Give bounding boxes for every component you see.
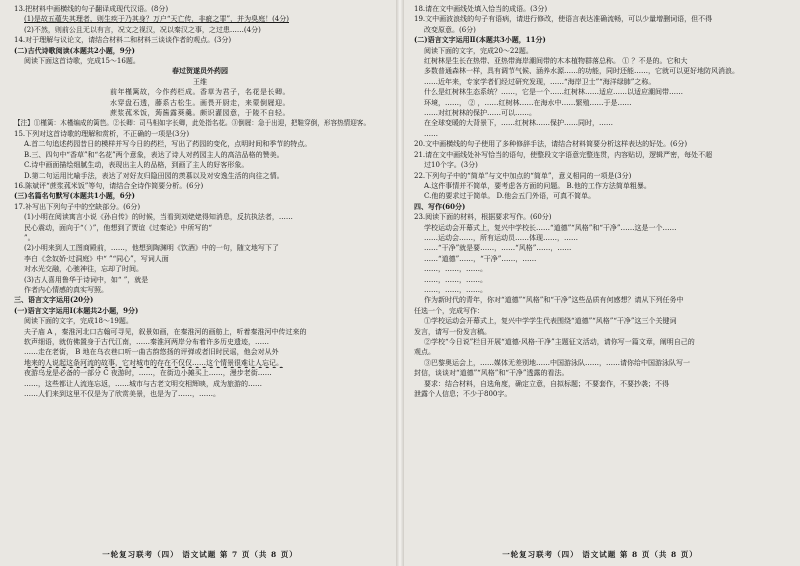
left-line: 夜游乌龙是必备的一部分 C 夜游时，……，在街边小摊买上……，漫步老街…… [24,369,272,378]
page-right [400,0,800,566]
left-line: 蔗浆菰米饭，蒟酱露葵羹。颇识灌园意，于陵不自轻。 [110,109,290,118]
left-line: (一)语言文字运用Ⅰ(本题共2小题，9分) [14,305,139,315]
right-line: 红树林是生长在热带、亚热带海岸潮间带的木本植物群落总称。 ① ？不是的。它和大 [424,57,688,66]
right-line: ……运动会……，所有运动员……体现……，…… [424,233,578,242]
right-text-column [414,4,786,399]
left-line: C.诗中画面描绘细腻生动，表现出主人的品格，到画了主人的好客形象。 [24,161,249,170]
right-line: ……近年来，专家学者们经过研究发现，……“海岸卫士”“海洋绿肺”之称。 [424,77,656,86]
right-line: 四、写作(60分) [414,201,466,211]
right-line: ②学校“今日说”栏目开展“道德·风格·干净”主题征文活动，请你写一篇文章，阐明自己的 [424,338,695,346]
left-line: 水穿盘石透，藤系古松生。画畏开厨走，来蒙倒屣迎。 [110,98,290,107]
left-line: 14.对于理解与议论文，请结合材料二和材料三谈谈作者的观点。(3分) [14,36,232,45]
left-line: 春过贺遂员外药园 [172,66,228,76]
right-line: A.这件事情并不简单，要考虑各方面的问题。 B.他的工作方法简单粗暴。 [424,181,651,190]
left-line: 【注】①槿篱：木槿编成的篱笆。②长卿：司马相如字长卿，此处指名花。③倒屣：急于出迎，把鞋穿倒，形容热情迎客。 [14,119,371,128]
left-line: D.第二句运用比喻手法，表达了对好友归隐田园的羡慕以及对安逸生活的向往之情。 [24,171,284,180]
left-line: ……走在老街， B 地在乌衣巷口听一曲古韵悠扬的评弹或者旧时民谣，他会对从外 [24,348,279,357]
left-line: 阅读下面这首诗歌，完成15～16题。 [24,57,140,66]
right-line: 21.请在文中画线处补写恰当的语句，使整段文字语意完整连贯，内容贴切，逻辑严密，每处不超 [414,150,713,159]
right-line: 过10个字。(3分) [424,161,478,170]
left-line: 王维 [193,77,207,86]
right-line: ……，……，……。 [424,265,487,274]
left-line: (二)古代诗歌阅读(本题共2小题，9分) [14,45,135,55]
right-line: 多数普通森林一样，具有调节气候、涵养水源……的功能，同时还能……，它就可以更好地防风消浪。 [424,67,739,76]
left-line: 前年槿篱故，今作药栏成。香草为君子，名花是长卿。 [110,88,290,97]
right-line: ③巴黎奥运会上，……媒体无差别地……中国游泳队……，……请你给中国游泳队写一 [424,358,690,367]
right-line: ……“道德”……，“干净”……，…… [424,254,537,263]
right-line: 在全球变暖的大背景下，……红树林……保护……同时，…… [424,119,613,128]
right-line: 泄露个人信息；不少于800字。 [414,390,512,399]
right-line: 观点。 [414,348,435,357]
left-text-column [14,4,386,399]
right-line: (二)语言文字运用Ⅱ(本题共3小题，11分) [414,35,546,45]
right-line: 要求：结合材料，自选角度，确定立意，自拟标题；不要套作，不要抄袭；不得 [424,379,669,388]
page-footer-left: 一轮复习联考（四） 语文试题 第 7 页（共 8 页） [102,549,298,559]
right-line: 什么是红树林生态系统？……，它是一个……红树林……适应……以适应潮间带…… [424,88,683,97]
left-line: B.三、四句中“香草”和“名花”两个意象，表达了诗人对药园主人的高洁品格的赞美。 [24,150,284,159]
right-line: 22.下列句子中的“简单”与文中加点的“简单”，意义相同的一项是(3分) [414,171,632,180]
left-line: (2)小明来到人工图商殿前，……，他想到陶渊明《饮酒》中的一句，随文地写下了 [24,244,279,253]
left-line: 地来的人说起这条河流的故事，它对城市的存在不仅仅……这个情景很难让人忘记。 [24,358,283,367]
left-line: 17.补写出下列句子中的空缺部分。(6分) [14,202,141,211]
left-line: 软声细语，就仿佛置身于古代江南，……秦淮河两岸分布着许多历史遗迹，…… [24,338,269,346]
left-line: 对水光交融，心驰神往，忘却了时间。 [24,265,143,274]
left-line: ”。 [24,233,35,242]
right-line: ……“干净”就是要……，……“风格”……，…… [424,244,572,253]
left-line: (1)是故五蕴失其理者，则生疾于乃其身？万户“天亡传，非疵之罪”，并为臭庭！(4分) [24,15,289,24]
left-line: ……，这些都让人流连忘返，……城市与古老文明交相辉映，成为旅游的…… [24,379,262,388]
left-line: 三、语言文字运用(20分) [14,295,94,305]
right-line: 18.请在文中画线处填入恰当的成语。(3分) [414,5,548,13]
right-line: 改变原意。(6分) [424,25,476,34]
left-line: 15.下列对这首诗歌的理解和赏析，不正确的一项是(3分) [14,129,190,138]
left-line: ……人们来到这里不仅是为了欣赏美景，也是为了……，……。 [24,390,220,399]
left-line: (3)古人喜用鲁华于诗词中，如“ ”，就是 [24,275,149,284]
left-line: 民心震动，面向于“（ ）”，他想到了贾谊《过秦论》中所写的“ [24,223,212,232]
left-line: A.首二句追述药园昔日的模样并写今日的药栏，写出了药园的变化，点明时间和季节的特点。 [24,140,312,149]
right-line: 封信，谈谈对“道德”“风格”和“干净”透露的看法。 [414,369,569,378]
left-line: (三)名篇名句默写(本题共1小题，6分) [14,191,135,201]
left-line: (2)不然，则前公且无以有言，况文之视汉，况以秦汉之事，之过患……(4分) [24,25,261,34]
left-line: 夫子庙 A ，秦淮河北口古翰可寻见，叙景如画，在秦淮河的画舫上，听着秦淮河中传过来的 [24,327,307,336]
right-line: ……，……，……。 [424,285,487,294]
right-line: 任选一个，完成写作： [414,306,484,315]
right-line: ①学校运动会开幕式上，复兴中学学生代表围绕“道德”“风格”“干净”这三个关键词 [424,317,677,326]
right-line: …… [424,129,438,138]
right-line: 阅读下面的文字，完成20～22题。 [424,46,533,55]
right-line: 作为新时代的青年，你对“道德”“风格”和“干净”这些品质有何感想？请从下列任务中 [424,296,684,305]
right-line: 发言，请写一份发言稿。 [414,327,491,336]
right-line: 学校运动会开幕式上，复兴中学校长……“道德”“风格”和“干净”……这是一个…… [424,223,677,232]
right-line: ……对红树林的保护……可以……。 [424,109,536,118]
left-line: 16.陈斌评“蔗浆菰米饭”等句，请结合全诗作简要分析。(6分) [14,181,204,190]
left-line: 13.把材料中画横线的句子翻译成现代汉语。(8分) [14,5,169,13]
right-line: 23.阅读下面的材料，根据要求写作。(60分) [414,213,552,222]
left-line: 作者内心情感的真实写照。 [24,285,108,294]
right-line: C.他的要求过于简单。 D.他会五门外语，可真不简单。 [424,192,596,201]
left-line: (1)小明在阅读寓言小说《孙自传》的时候，当看到刘姥姥得知消息，反抗执法者，…… [24,213,293,222]
left-line: 阅读下面的文字，完成18～19题。 [24,317,133,326]
page-footer-right: 一轮复习联考（四） 语文试题 第 8 页（共 8 页） [502,549,698,559]
left-line: 李白《念奴娇·过洞庭》中“ ”“同心”，写词人面 [24,254,169,263]
right-line: 20.文中画横线的句子使用了多种修辞手法，请结合材料简要分析这样表达的好处。(6分) [414,140,688,149]
right-line: 19.文中画波浪线的句子有语病，请进行修改，使语言表达准确流畅，可以少量增删词语，但不得 [414,15,713,24]
right-line: ……，……，……。 [424,275,487,284]
right-line: 环境，……， ② ，……红树林……在海水中……繁殖……于是…… [424,98,632,107]
